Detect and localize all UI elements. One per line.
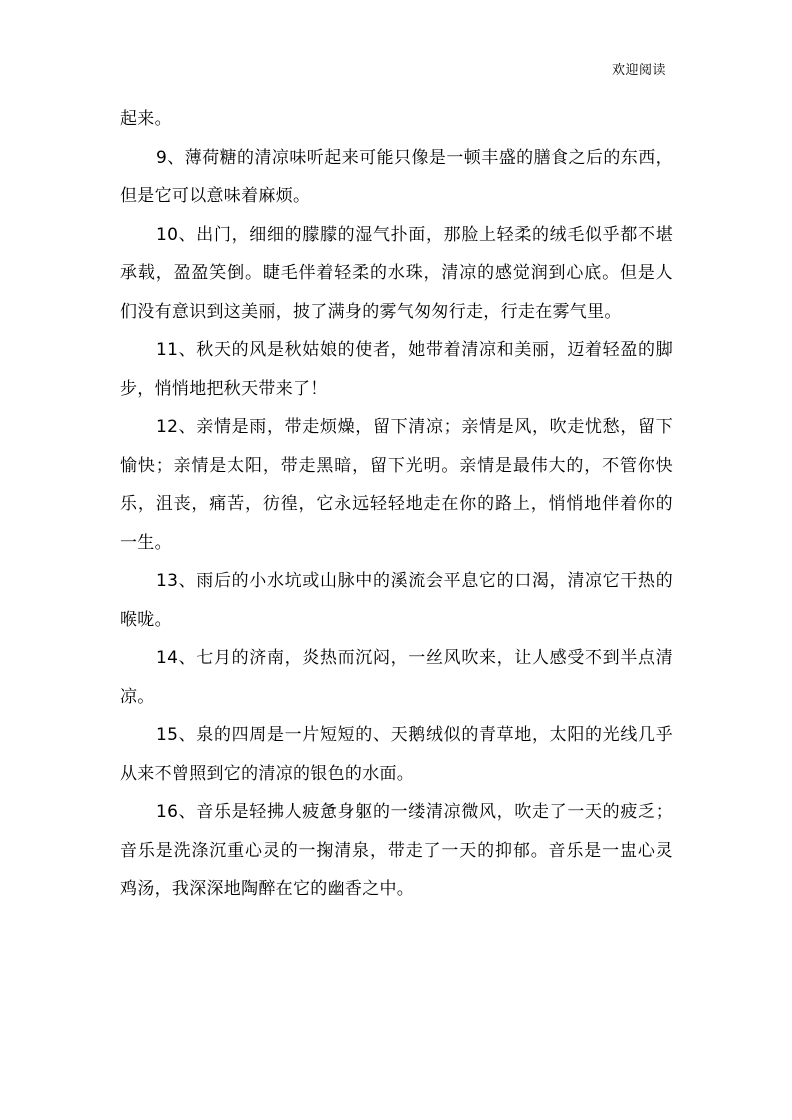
paragraph-13: 13、雨后的小水坑或山脉中的溪流会平息它的口渴，清凉它干热的喉咙。	[120, 571, 673, 630]
paragraph-10: 10、出门，细细的朦朦的湿气扑面，那脸上轻柔的绒毛似乎都不堪承载，盈盈笑倒。睫毛伴着轻柔的水珠，清凉的感觉润到心底。但是人们没有意识到这美丽，披了满身的雾气匆匆行走，行走在雾气里。	[120, 224, 673, 322]
paragraph-11: 11、秋天的风是秋姑娘的使者，她带着清凉和美丽，迈着轻盈的脚步，悄悄地把秋天带来了！	[120, 340, 673, 399]
paragraph-14: 14、七月的济南，炎热而沉闷，一丝风吹来，让人感受不到半点清凉。	[120, 648, 673, 707]
paragraph-16: 16、音乐是轻拂人疲惫身躯的一缕清凉微风，吹走了一天的疲乏；音乐是洗涤沉重心灵的一掬清泉，带走了一天的抑郁。音乐是一盅心灵鸡汤，我深深地陶醉在它的幽香之中。	[120, 802, 673, 899]
paragraph-12: 12、亲情是雨，带走烦燥，留下清凉；亲情是风，吹走忧愁，留下愉快；亲情是太阳，带走黑暗，留下光明。亲情是最伟大的，不管你快乐，沮丧，痛苦，彷徨，它永远轻轻地走在你的路上，悄悄地伴着你的一生。	[120, 417, 673, 553]
document-body	[120, 100, 673, 909]
page-header: 欢迎阅读	[611, 63, 666, 78]
paragraph-continuation: 起来。	[120, 109, 172, 129]
paragraph-9: 9、薄荷糖的清凉味听起来可能只像是一顿丰盛的膳食之后的东西，但是它可以意味着麻烦。	[120, 147, 673, 206]
paragraph-15: 15、泉的四周是一片短短的、天鹅绒似的青草地，太阳的光线几乎从来不曾照到它的清凉的银色的水面。	[120, 725, 673, 784]
